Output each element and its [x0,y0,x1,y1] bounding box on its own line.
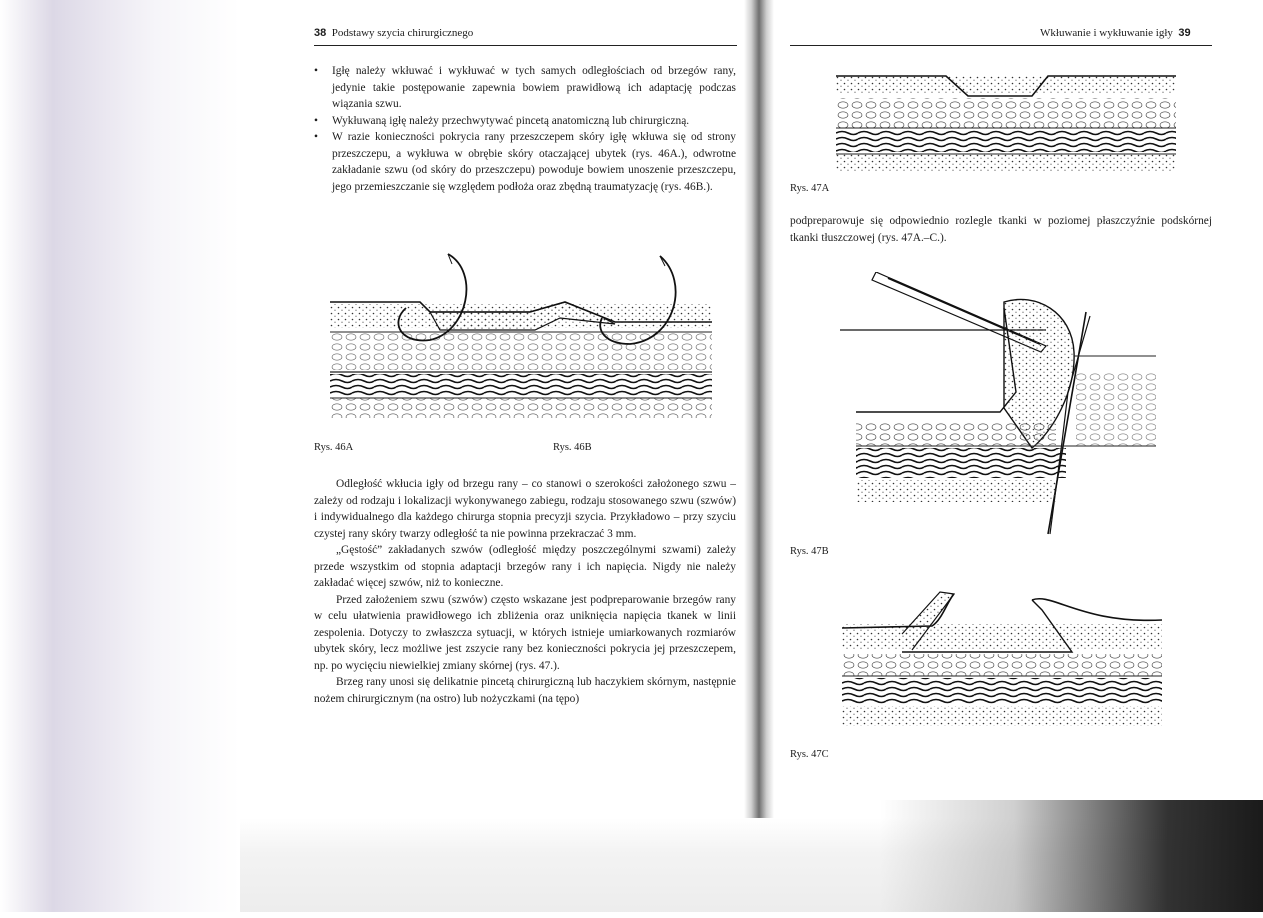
paragraph: Odległość wkłucia igły od brzegu rany – co stanowi o szerokości założonego szwu – zależy od rodzaju i lokalizacji wykonywanego zabiegu, rodzaju stosowanego szwu (szwów) i indywidualnego dla każdego chirurga stopnia precyzji szycia. Przykładowo – przy szyciu czystej rany skóry twarzy odległość ta nie powinna przekraczać 3 mm. [314,478,736,540]
figure-47b-undermining [836,272,1156,542]
figure-47a-skin-defect [836,70,1176,176]
caption-47b: Rys. 47B [790,546,829,557]
left-running-head-title: Podstawy szycia chirurgicznego [331,27,474,39]
right-running-head-title: Wkłuwanie i wykłuwanie igły [1040,27,1173,39]
paragraph: Brzeg rany unosi się delikatnie pincetą chirurgiczną lub haczykiem skórnym, następnie nożem chirurgicznym (na ostro) lub nożyczkami (na tępo) [314,676,736,705]
bullet-marker: • [314,131,318,143]
list-item [314,113,736,130]
paragraph: „Gęstość” zakładanych szwów (odległość między poszczególnymi szwami) zależy przede wszystkim od stopnia adaptacji brzegów rany i ich napięcia. Nigdy nie należy zakładać więcej szwów, niż to konieczne. [314,544,736,589]
caption-47a: Rys. 47A [790,183,830,194]
left-body-text [314,476,736,707]
bullet-marker: • [314,65,318,77]
list-item [314,129,736,195]
right-running-head [1040,26,1191,40]
caption-46b: Rys. 46B [553,442,592,453]
book-gutter [744,0,774,830]
list-item [314,63,736,113]
right-body-text: podpreparowuje się odpowiednio rozlegle tkanki w poziomej płaszczyźnie podskórnej tkanki tłuszczowej (rys. 47A.–C.). [790,215,1212,244]
left-running-head [314,26,473,40]
bullet-text: Igłę należy wkłuwać i wykłuwać w tych samych odległościach od brzegów rany, jedynie takie postępowanie zapewnia bowiem prawidłową ich adaptację podczas wiązania szwu. [332,65,736,110]
bullet-text: Wykłuwaną igłę należy przechwytywać pincetą anatomiczną lub chirurgiczną. [332,114,690,127]
bullet-text: W razie konieczności pokrycia rany przeszczepem skóry igłę wkłuwa się od strony przeszczepu, a wykłuwa w obrębie skóry otaczającej ubytek (rys. 46A.), odwrotne zakładanie szwu (od skóry do przeszczepu) powoduje bowiem unoszenie przeszczepu, jego przemieszczanie się względem podłoża oraz zbędną traumatyzację (rys. 46B.). [332,131,736,193]
scan-corner-shadow [880,800,1263,918]
left-head-rule [314,45,737,46]
figure-46-skin-graft-suture [330,252,712,424]
right-page-number: 39 [1178,27,1191,39]
caption-46a: Rys. 46A [314,442,354,453]
bullet-marker: • [314,114,318,127]
scan-shadow-left [0,0,240,918]
paragraph: Przed założeniem szwu (szwów) często wskazane jest podpreparowanie brzegów rany w celu ułatwienia prawidłowego ich zbliżenia oraz uniknięcia napięcia tkanek w linii zespolenia. Dotyczy to zwłaszcza sytuacji, w których istnieje umiarkowanych rozmiarów ubytek skóry, lecz możliwe jest zszycie rany bez konieczności pokrycia jej przeszczepem, np. po wycięciu niewielkiej zmiany skórnej (rys. 47.). [314,593,736,672]
caption-47c: Rys. 47C [790,749,829,760]
right-head-rule [790,45,1212,46]
figure-47c-flaps-raised [842,590,1162,730]
left-page-number: 38 [314,27,327,39]
scan-edge [0,912,1263,918]
bullet-list [314,63,736,195]
